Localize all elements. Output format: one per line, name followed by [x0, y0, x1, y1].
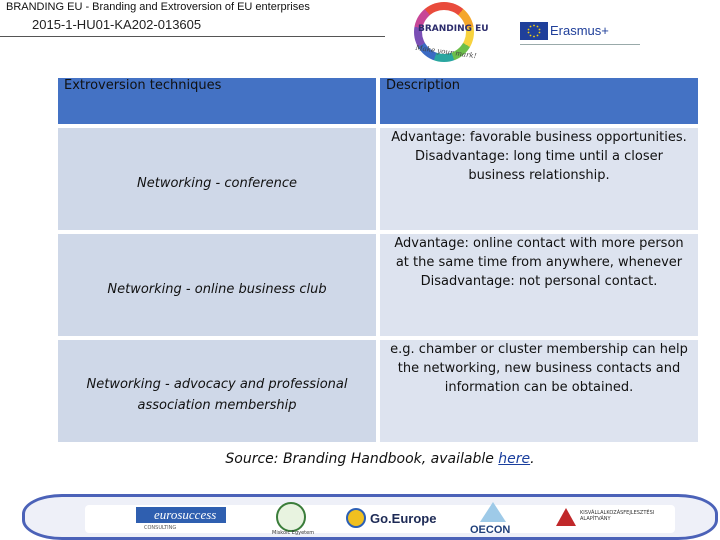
eurosuccess-name: eurosuccess [136, 507, 226, 523]
description-cell: e.g. chamber or cluster membership can help the networking, new business contacts and information can be obtained. [380, 340, 698, 442]
column-header-description: Description [380, 78, 698, 124]
oecon-mountain-icon [480, 502, 506, 522]
header-divider [0, 36, 385, 37]
oecon-name: OECON [470, 524, 511, 536]
goeurope-name: Go.Europe [370, 511, 437, 526]
technique-cell: Networking - online business club [58, 234, 376, 336]
header-title: BRANDING EU - Branding and Extroversion of EU enterprises [6, 1, 310, 13]
university-seal-icon [276, 502, 306, 532]
table-row [58, 234, 698, 336]
branding-eu-logo [396, 0, 496, 64]
university-seal-caption: Miskolc Egyetem [272, 530, 315, 536]
extroversion-table [54, 74, 702, 446]
branding-logo-slogan: Make your mark! [415, 43, 477, 61]
kisosz-logo [556, 506, 656, 532]
erasmus-underline [520, 44, 640, 45]
table-header-row [58, 78, 698, 124]
oecon-logo [470, 502, 516, 536]
kisosz-triangle-icon [556, 508, 576, 526]
technique-cell: Networking - advocacy and professional association membership [58, 340, 376, 442]
column-header-techniques: Extroversion techniques [58, 78, 376, 124]
branding-logo-name: BRANDING EU [418, 24, 489, 34]
description-cell: Advantage: favorable business opportunities. Disadvantage: long time until a closer business relationship. [380, 128, 698, 230]
source-suffix: . [530, 451, 535, 467]
table-row [58, 128, 698, 230]
project-code: 2015-1-HU01-KA202-013605 [32, 17, 202, 32]
erasmus-plus-logo: Erasmus+ [550, 23, 609, 38]
table-row [58, 340, 698, 442]
description-cell: Advantage: online contact with more person at the same time from anywhere, whenever Disadvantage: not personal contact. [380, 234, 698, 336]
goeurope-gear-icon [346, 508, 366, 528]
eu-flag-icon [520, 22, 548, 40]
source-prefix: Source: Branding Handbook, available [225, 451, 499, 467]
technique-cell: Networking - conference [58, 128, 376, 230]
source-link[interactable]: here [498, 451, 531, 467]
eurosuccess-logo [136, 505, 226, 533]
source-citation [0, 451, 720, 467]
kisosz-name: KISVÁLLALKOZÁSFEJLESZTÉSI ALAPÍTVÁNY [580, 510, 655, 522]
eurosuccess-sub: CONSULTING [144, 525, 177, 531]
